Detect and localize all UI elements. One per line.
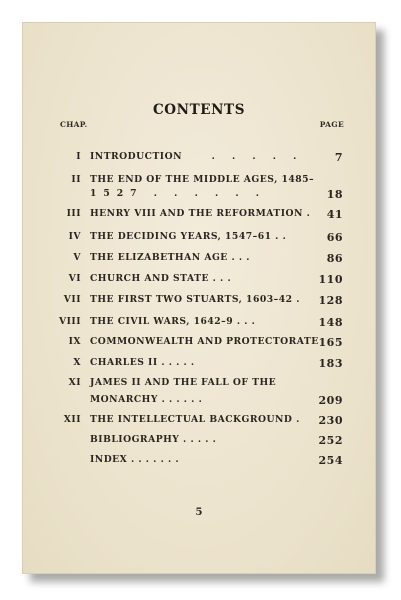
chapter-number: VI: [68, 273, 81, 284]
page-number: 86: [326, 252, 343, 265]
folio-page-number: 5: [195, 507, 203, 518]
chapter-title: THE FIRST TWO STUARTS, 1603–42 .: [90, 294, 300, 305]
page-number: 41: [326, 208, 343, 221]
chapter-title-cont: MONARCHY . . . . . .: [90, 394, 203, 405]
chapter-title: INTRODUCTION . . . . .: [90, 151, 304, 162]
toc-entry-11: [23, 377, 377, 393]
page-number: 183: [318, 357, 343, 370]
chapter-title: THE ELIZABETHAN AGE . . .: [90, 252, 250, 263]
chapter-number: VII: [63, 294, 81, 305]
toc-entry-7: [23, 294, 377, 310]
page-number: 7: [334, 151, 343, 164]
chapter-title: THE DECIDING YEARS, 1547–61 . .: [90, 231, 287, 242]
page-number: 254: [318, 454, 343, 467]
chap-column-header: CHAP.: [60, 120, 88, 129]
toc-entry-6: [23, 273, 377, 289]
page-number: 209: [318, 394, 343, 407]
toc-entry-index: [23, 454, 377, 470]
chapter-title: HENRY VIII AND THE REFORMATION .: [90, 208, 311, 219]
toc-entry-5: [23, 252, 377, 268]
toc-entry-12: [23, 414, 377, 430]
toc-entry-1: [23, 151, 377, 167]
chapter-number: IV: [68, 231, 81, 242]
section-title: INDEX . . . . . . .: [90, 454, 180, 465]
chapter-title: JAMES II AND THE FALL OF THE: [90, 377, 277, 388]
toc-entry-10: [23, 357, 377, 373]
chapter-title-cont: 1527 . . . . . .: [90, 188, 266, 199]
book-page: [22, 22, 376, 574]
chapter-number: VIII: [58, 316, 81, 327]
toc-entry-8: [23, 316, 377, 332]
page-number: 252: [318, 434, 343, 447]
chapter-title: COMMONWEALTH AND PROTECTORATE: [90, 336, 319, 347]
section-title: BIBLIOGRAPHY . . . . .: [90, 434, 217, 445]
chapter-number: V: [73, 252, 81, 263]
page-number: 18: [326, 188, 343, 201]
toc-entry-2-cont: [23, 188, 377, 204]
chapter-number: XI: [68, 377, 81, 388]
page-number: 165: [318, 336, 343, 349]
chapter-title: CHARLES II . . . . .: [90, 357, 195, 368]
chapter-number: I: [76, 151, 81, 162]
chapter-title: CHURCH AND STATE . . .: [90, 273, 232, 284]
contents-title: CONTENTS: [152, 102, 246, 118]
toc-entry-9: [23, 336, 377, 352]
chapter-title: THE END OF THE MIDDLE AGES, 1485–: [90, 174, 315, 185]
page-number: 110: [318, 273, 343, 286]
toc-entry-11-cont: [23, 394, 377, 410]
chapter-number: III: [66, 208, 81, 219]
chapter-title: THE CIVIL WARS, 1642–9 . . .: [90, 316, 256, 327]
chapter-number: XII: [63, 414, 81, 425]
page-number: 66: [326, 231, 343, 244]
page-number: 128: [318, 294, 343, 307]
chapter-title: THE INTELLECTUAL BACKGROUND .: [90, 414, 300, 425]
toc-entry-bibliography: [23, 434, 377, 450]
chapter-number: IX: [68, 336, 81, 347]
toc-entry-3: [23, 208, 377, 224]
toc-entry-4: [23, 231, 377, 247]
page-number: 148: [318, 316, 343, 329]
page-column-header: PAGE: [319, 120, 344, 129]
page-number: 230: [318, 414, 343, 427]
chapter-number: X: [73, 357, 81, 368]
chapter-number: II: [71, 174, 81, 185]
